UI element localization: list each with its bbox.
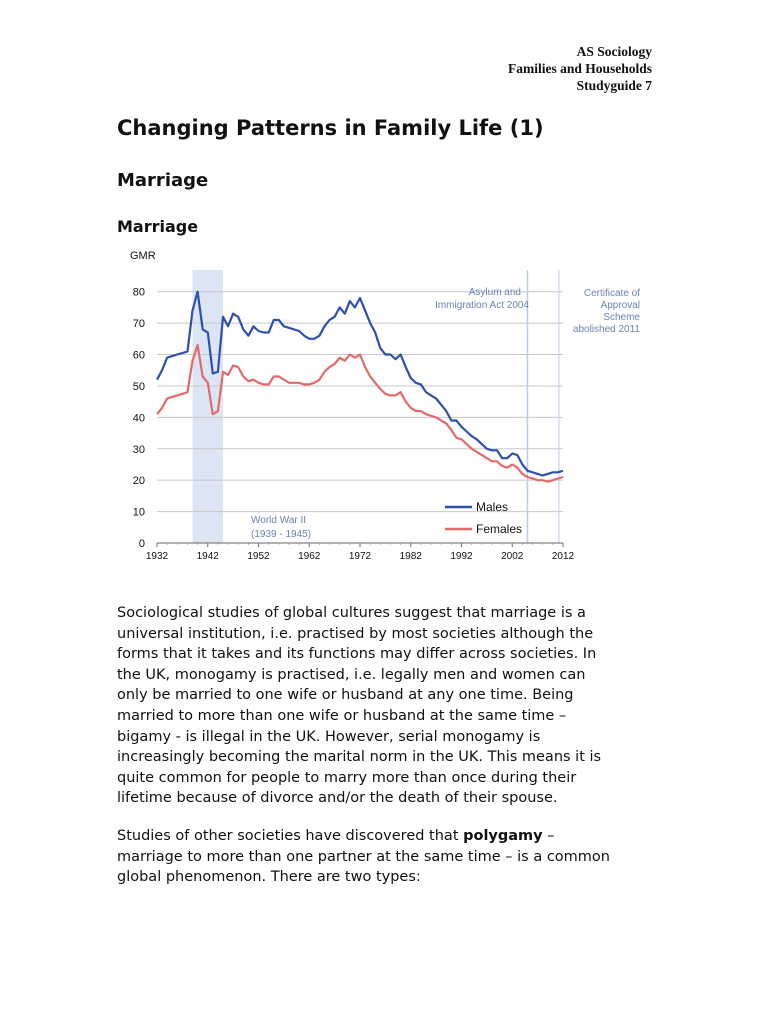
x-tick-label: 1992 [450,551,473,562]
y-tick-label: 70 [132,318,145,331]
x-tick-label: 1982 [399,551,422,562]
certificate-label: Certificate of [583,288,640,299]
x-tick-label: 2012 [551,551,575,562]
x-tick-label: 2002 [501,551,524,562]
certificate-label: Approval [600,300,640,311]
header-topic: Families and Households [507,61,652,76]
y-tick-label: 0 [138,538,145,550]
header-guide-number: Studyguide 7 [576,78,652,93]
paragraph-line: bigamy - is illegal in the UK. However, serial monogamy is [117,728,541,745]
header-course: AS Sociology [576,44,652,59]
paragraph-line: Sociological studies of global cultures suggest that marriage is a [117,605,586,621]
x-tick-label: 1952 [247,551,270,562]
paragraph-line: universal institution, i.e. practised by most societies although the [117,625,594,642]
legend-label-males: Males [476,500,509,514]
y-tick-label: 20 [132,475,145,488]
paragraph-line: the UK, monogamy is practised, i.e. legally men and women can [117,666,586,683]
paragraph-line: quite common for people to marry more than once during their [117,769,577,786]
y-tick-label: 80 [132,286,145,299]
ww2-label: World War II [251,515,307,526]
asylum-act-label: Asylum and [468,287,521,298]
y-tick-label: 60 [132,349,145,362]
asylum-act-label: Immigration Act 2004 [435,300,529,311]
paragraph-text: Studies of other societies have discovered that [117,828,464,844]
certificate-label: Scheme [603,312,640,323]
paragraph-line: married to more than one wife or husband at the same time – [117,707,567,724]
paragraph-line: only be married to one wife or husband at any one time. Being [117,687,574,704]
polygamy-term: polygamy [463,828,543,844]
paragraph-marriage-intro [117,603,657,809]
marriage-rate-chart [117,240,657,570]
document-header [508,43,652,94]
y-tick-label: 10 [132,506,145,519]
y-axis-label: GMR [130,250,156,262]
x-tick-label: 1932 [145,551,169,562]
y-tick-label: 30 [132,443,145,456]
legend-label-females: Females [476,522,523,536]
y-tick-label: 50 [132,380,145,393]
paragraph-line [117,826,657,847]
paragraph-line: global phenomenon. There are two types: [117,869,421,886]
paragraph-text: – [542,828,555,844]
x-tick-label: 1972 [348,551,372,562]
paragraph-line: forms that it takes and its functions may differ across societies. In [117,646,597,663]
section-heading: Marriage [117,170,209,191]
x-tick-label: 1942 [196,551,219,562]
certificate-label: abolished 2011 [572,324,640,335]
x-tick-label: 1962 [298,551,321,562]
paragraph-line: marriage to more than one partner at the same time – is a common [117,848,610,865]
paragraph-line: lifetime because of divorce and/or the death of their spouse. [117,790,558,807]
paragraph-polygamy [117,826,657,888]
chart-heading: Marriage [117,217,199,236]
paragraph-line: increasingly becoming the marital norm in the UK. This means it is [117,749,602,766]
y-tick-label: 40 [132,412,145,425]
page-title: Changing Patterns in Family Life (1) [117,116,544,140]
ww2-years-label: (1939 - 1945) [251,529,312,540]
